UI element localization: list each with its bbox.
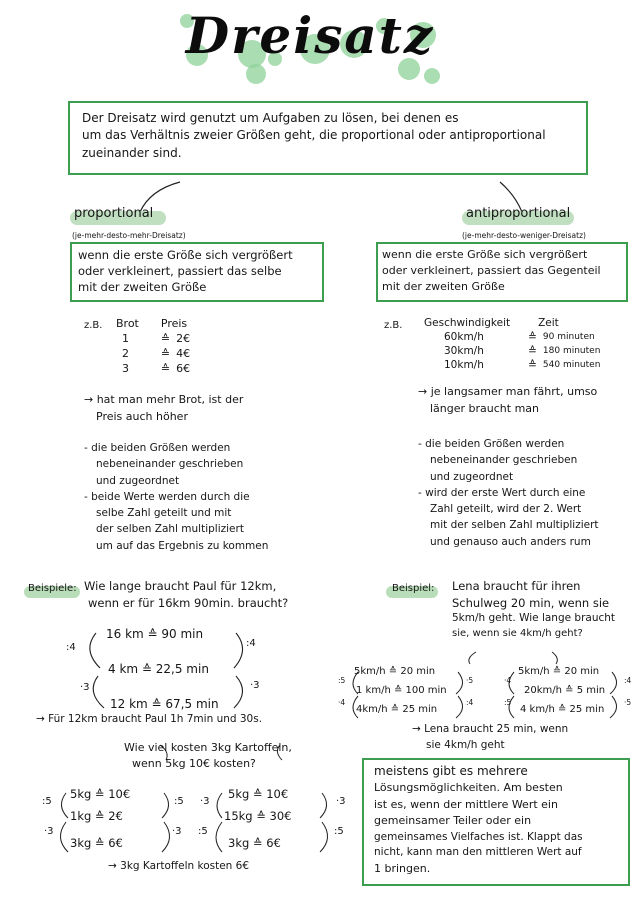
proportional-definition-box: [70, 242, 324, 302]
example2-op: :5: [334, 826, 344, 837]
example2-right-line: 15kg ≙ 30€: [224, 809, 292, 823]
example1-line: 4 km ≙ 22,5 min: [108, 662, 209, 676]
example3-op: :5: [338, 676, 346, 685]
example1-op: :4: [246, 638, 256, 649]
proportional-subheading: (je-mehr-desto-mehr-Dreisatz): [72, 231, 186, 240]
proportional-conclusion: → hat man mehr Brot, ist der Preis auch höher: [84, 393, 244, 423]
proportional-definition: wenn die erste Größe sich vergrößert oder verkleinert, passiert das selbe mit der zweiten Größe: [78, 248, 293, 295]
example3-op: ·5: [624, 698, 632, 707]
example2-op: ·3: [172, 826, 182, 837]
example2-op: :5: [42, 796, 52, 807]
example1-op: ·3: [250, 680, 260, 691]
antiproportional-example-prefix: z.B.: [384, 320, 403, 331]
example2-left-line: 5kg ≙ 10€: [70, 787, 131, 801]
example1-line: 12 km ≙ 67,5 min: [110, 697, 219, 711]
example1-question: Wie lange braucht Paul für 12km, wenn er für 16km 90min. braucht?: [84, 579, 289, 611]
tip-text: meistens gibt es mehrere Lösungsmöglichkeiten. Am besten ist es, wenn der mittlere Wert ein gemeinsamer Teiler oder ein gemeinsames Vielfaches ist. Klappt das nicht, kann man den mittleren Wert auf 1 bringen.: [374, 764, 583, 875]
example2-right-line: 5kg ≙ 10€: [228, 787, 289, 801]
table-row: 2 ≙ 4€: [122, 347, 191, 360]
table-header: Preis: [160, 317, 188, 330]
example2-left-line: 1kg ≙ 2€: [70, 809, 123, 823]
intro-text: Der Dreisatz wird genutzt um Aufgaben zu lösen, bei denen es um das Verhältnis zweier Größen geht, die proportional oder antiproportional zueinander sind.: [82, 111, 546, 160]
example2-op: ·3: [44, 826, 54, 837]
example3-result: → Lena braucht 25 min, wenn sie 4km/h geht: [412, 723, 569, 751]
example1-op: :4: [66, 642, 76, 653]
antiproportional-heading: antiproportional: [466, 206, 571, 221]
antiproportional-definition: wenn die erste Größe sich vergrößert oder verkleinert, passiert das Gegenteil mit der zweiten Größe: [382, 248, 601, 293]
example2-question: Wie viel kosten 3kg Kartoffeln, wenn 5kg 10€ kosten?: [124, 741, 292, 770]
example2-op: :5: [198, 826, 208, 837]
antiproportional-table: [424, 316, 606, 372]
example3-op: ·5: [466, 676, 474, 685]
example3-op: ·4: [504, 676, 512, 685]
example2-op: ·3: [336, 796, 346, 807]
example3-right-line: 5km/h ≙ 20 min: [518, 666, 600, 677]
proportional-steps: - die beiden Größen werden nebeneinander geschrieben und zugeordnet - beide Werte werden durch die selbe Zahl geteilt und mit der selben Zahl multipliziert um auf das Ergebnis zu kommen: [84, 442, 269, 552]
example3-op: :4: [624, 676, 632, 685]
example3-label: Beispiel:: [392, 583, 435, 594]
antiproportional-conclusion: → je langsamer man fährt, umso länger braucht man: [418, 385, 598, 415]
antiproportional-steps: - die beiden Größen werden nebeneinander geschrieben und zugeordnet - wird der erste Wert durch eine Zahl geteilt, wird der 2. Wert mit der selben Zahl multipliziert und genauso auch anders rum: [418, 438, 599, 548]
table-row: 60km/h ≙ 90 minuten: [444, 331, 595, 343]
table-header: Brot: [116, 317, 139, 330]
table-row: 1 ≙ 2€: [122, 332, 191, 345]
example3-op: ·4: [338, 698, 346, 707]
example2-right-line: 3kg ≙ 6€: [228, 836, 281, 850]
table-header: Geschwindigkeit: [424, 317, 511, 329]
example2-op: :5: [174, 796, 184, 807]
table-row: 10km/h ≙ 540 minuten: [444, 359, 601, 371]
example1-result: → Für 12km braucht Paul 1h 7min und 30s.: [36, 713, 263, 725]
table-header: Zeit: [538, 317, 559, 329]
antiproportional-definition-box: [376, 242, 628, 302]
example3-op: :4: [466, 698, 474, 707]
example3-right-line: 20km/h ≙ 5 min: [524, 685, 606, 696]
example3-left-line: 1 km/h ≙ 100 min: [356, 685, 447, 696]
table-row: 30km/h ≙ 180 minuten: [444, 345, 601, 357]
example3-op: :5: [504, 698, 512, 707]
proportional-table: [116, 316, 196, 376]
proportional-heading: proportional: [74, 206, 154, 221]
example1-line: 16 km ≙ 90 min: [106, 627, 204, 641]
antiproportional-subheading: (je-mehr-desto-weniger-Dreisatz): [462, 231, 586, 240]
table-row: 3 ≙ 6€: [122, 362, 191, 375]
example2-result: → 3kg Kartoffeln kosten 6€: [108, 860, 250, 872]
proportional-example-prefix: z.B.: [84, 320, 103, 331]
example3-right-line: 4 km/h ≙ 25 min: [520, 704, 605, 715]
example1-op: ·3: [80, 682, 90, 693]
example2-op: ·3: [200, 796, 210, 807]
example3-question: Lena braucht für ihren Schulweg 20 min, wenn sie 5km/h geht. Wie lange braucht sie, wenn sie 4km/h geht?: [452, 579, 616, 639]
example1-label: Beispiele:: [28, 583, 77, 594]
example3-left-line: 4km/h ≙ 25 min: [356, 704, 438, 715]
example2-left-line: 3kg ≙ 6€: [70, 836, 123, 850]
example3-left-line: 5km/h ≙ 20 min: [354, 666, 436, 677]
page-title: Dreisatz: [185, 6, 435, 65]
tip-box: [362, 758, 630, 886]
